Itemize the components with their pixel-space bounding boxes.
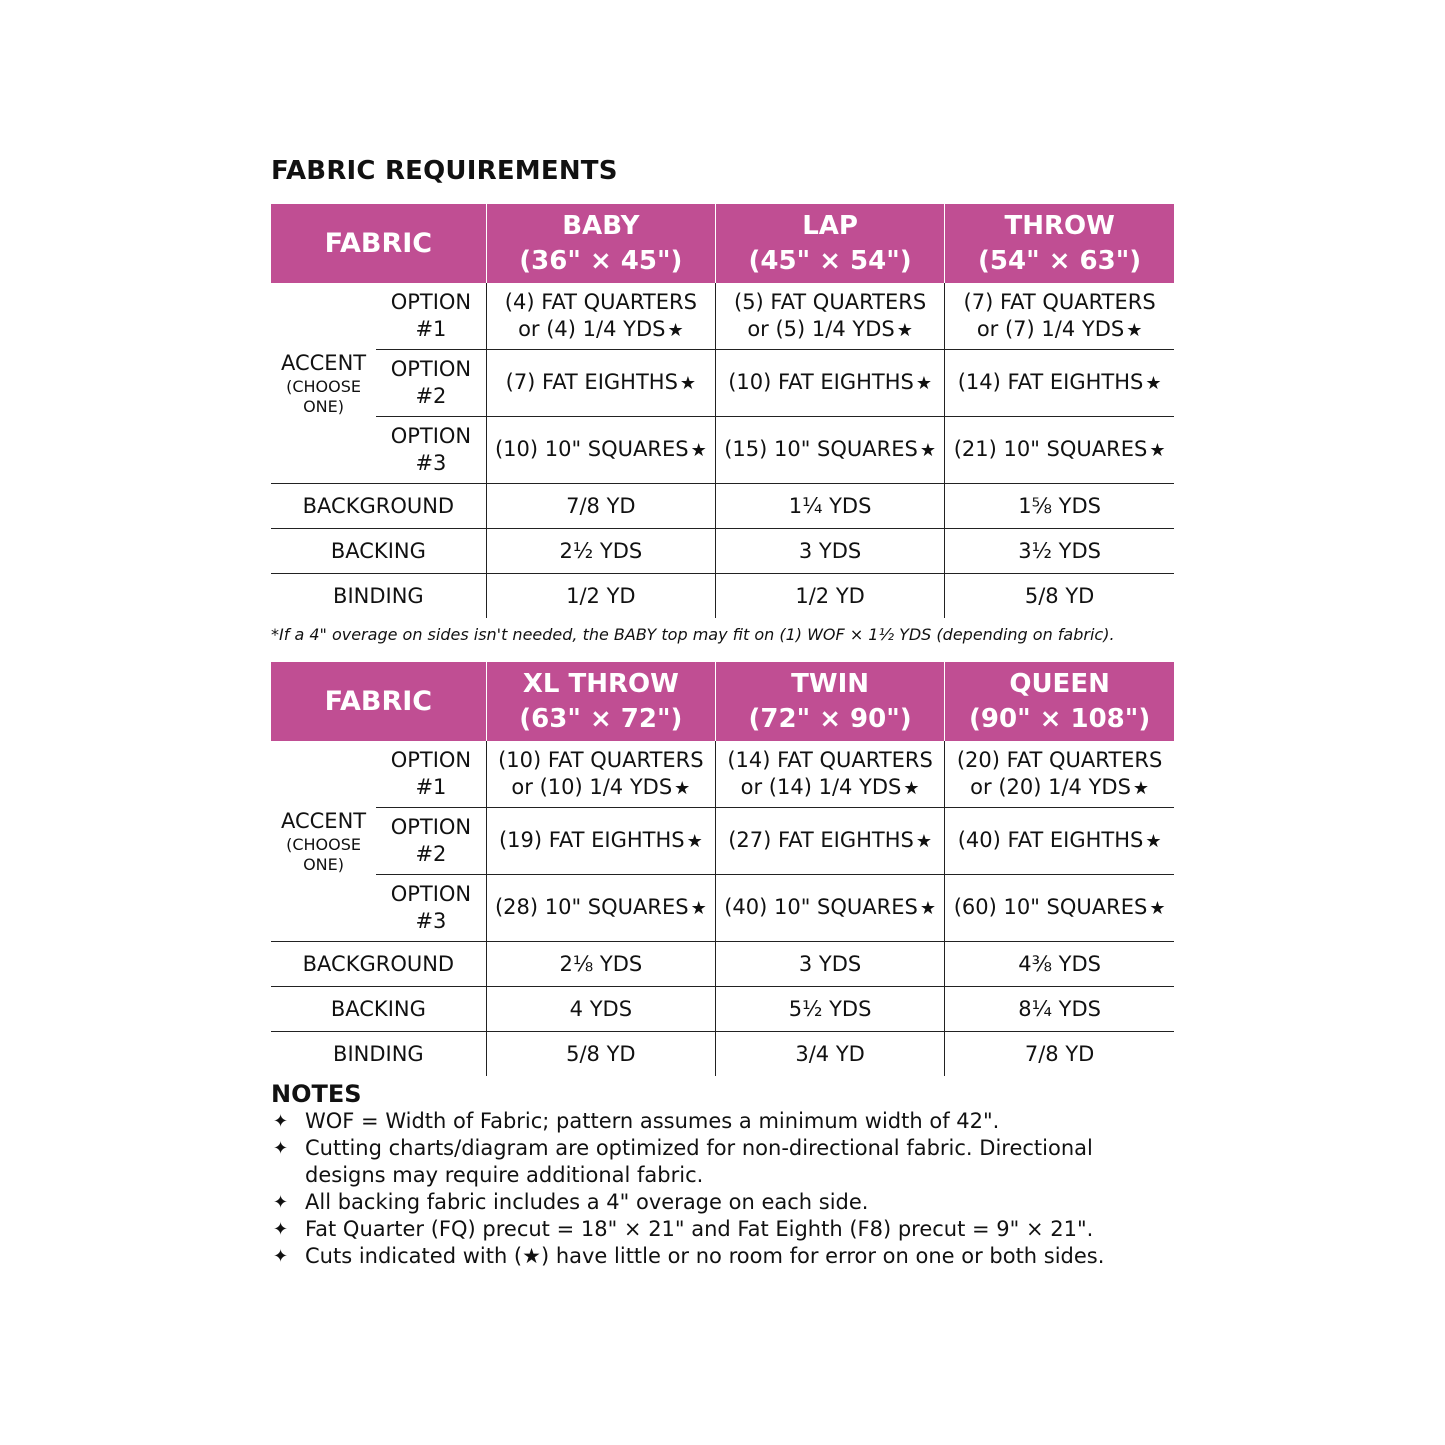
cell-line: (5) FAT QUARTERS xyxy=(734,289,927,314)
sparkle-bullet-icon: ✦ xyxy=(273,1246,289,1267)
cell-line: (7) FAT EIGHTHS xyxy=(505,370,678,394)
table-cell: 5/8 YD xyxy=(945,574,1174,619)
option-word: OPTION xyxy=(390,815,472,839)
sparkle-bullet-icon: ✦ xyxy=(273,1192,289,1213)
star-icon: ★ xyxy=(1149,440,1166,461)
accent-sublabel: (CHOOSE ONE) xyxy=(286,834,361,874)
table-cell: 1⅝ YDS xyxy=(945,484,1174,529)
star-icon: ★ xyxy=(679,373,697,394)
star-icon: ★ xyxy=(1126,319,1143,341)
star-icon: ★ xyxy=(903,777,920,799)
table-cell xyxy=(945,417,1174,484)
size-dims: (72" × 90") xyxy=(748,703,912,734)
table-cell: 5½ YDS xyxy=(715,987,944,1032)
table-cell xyxy=(486,741,715,808)
cell-line: (14) FAT QUARTERS xyxy=(727,747,933,772)
option-number: #2 xyxy=(415,384,447,408)
option-word: OPTION xyxy=(390,748,472,772)
star-icon: ★ xyxy=(915,831,932,852)
table-cell xyxy=(945,283,1174,350)
star-icon: ★ xyxy=(690,898,707,919)
star-icon: ★ xyxy=(1145,373,1162,394)
size-name: QUEEN xyxy=(1009,668,1110,699)
size-dims: (63" × 72") xyxy=(519,703,683,734)
option-number: #3 xyxy=(415,909,447,933)
table-cell xyxy=(945,875,1174,942)
sparkle-bullet-icon: ✦ xyxy=(273,1138,289,1159)
note-text: Cuts indicated with (★) have little or no room for error on one or both sides. xyxy=(305,1244,1105,1268)
option-label xyxy=(376,875,486,942)
table-row-option-3 xyxy=(271,417,1174,484)
fabric-table-1 xyxy=(271,204,1174,618)
table-cell xyxy=(715,741,944,808)
star-icon: ★ xyxy=(686,831,703,852)
size-name: TWIN xyxy=(791,668,870,699)
accent-sublabel: (CHOOSE ONE) xyxy=(286,376,361,416)
cell-line: (7) FAT QUARTERS xyxy=(963,289,1156,314)
cell-line: (21) 10" SQUARES xyxy=(953,437,1148,461)
table-row-backing xyxy=(271,987,1174,1032)
table-row-option-1 xyxy=(271,283,1174,350)
cell-line: (15) 10" SQUARES xyxy=(724,437,918,461)
sparkle-bullet-icon: ✦ xyxy=(273,1219,289,1240)
table-cell xyxy=(945,808,1174,875)
list-item xyxy=(271,1216,1171,1243)
table-row-backing xyxy=(271,529,1174,574)
table-row-background xyxy=(271,942,1174,987)
accent-label: ACCENT xyxy=(280,808,367,833)
cell-line: (40) FAT EIGHTHS xyxy=(957,828,1144,852)
notes-title: NOTES xyxy=(271,1080,362,1108)
size-header-baby xyxy=(486,204,715,283)
star-icon: ★ xyxy=(919,898,936,919)
table-cell: 4 YDS xyxy=(486,987,715,1032)
star-icon: ★ xyxy=(690,440,707,461)
table-cell: 2⅛ YDS xyxy=(486,942,715,987)
cell-line: (20) FAT QUARTERS xyxy=(956,747,1163,772)
table-cell xyxy=(486,417,715,484)
fabric-table-2 xyxy=(271,662,1174,1076)
table-cell: 3½ YDS xyxy=(945,529,1174,574)
option-number: #1 xyxy=(415,317,447,341)
option-word: OPTION xyxy=(390,290,472,314)
option-label xyxy=(376,417,486,484)
size-name: XL THROW xyxy=(522,668,679,699)
table-cell: 1/2 YD xyxy=(486,574,715,619)
table-row-binding xyxy=(271,1032,1174,1077)
table-cell: 3 YDS xyxy=(715,942,944,987)
cell-line: (14) FAT EIGHTHS xyxy=(957,370,1144,394)
cell-line: (28) 10" SQUARES xyxy=(494,895,689,919)
page-title: FABRIC REQUIREMENTS xyxy=(271,156,618,186)
table-cell: 5/8 YD xyxy=(486,1032,715,1077)
list-item xyxy=(271,1135,1171,1189)
star-icon: ★ xyxy=(667,319,684,341)
table-cell xyxy=(715,808,944,875)
size-name: THROW xyxy=(1004,210,1115,241)
cell-line: or (14) 1/4 YDS xyxy=(740,774,902,799)
table-cell: 7/8 YD xyxy=(486,484,715,529)
row-label: BINDING xyxy=(333,1041,424,1066)
notes-list xyxy=(271,1108,1171,1270)
note-text: WOF = Width of Fabric; pattern assumes a minimum width of 42". xyxy=(305,1109,1000,1133)
list-item xyxy=(271,1189,1171,1216)
size-header-throw xyxy=(945,204,1174,283)
size-header-lap xyxy=(715,204,944,283)
table-cell: 8¼ YDS xyxy=(945,987,1174,1032)
cell-line: (10) FAT QUARTERS xyxy=(498,747,704,772)
cell-line: or (20) 1/4 YDS xyxy=(970,774,1131,799)
cell-line: or (10) 1/4 YDS xyxy=(511,774,673,799)
table-cell: 7/8 YD xyxy=(945,1032,1174,1077)
sparkle-bullet-icon: ✦ xyxy=(273,1111,289,1132)
cell-line: (27) FAT EIGHTHS xyxy=(728,828,914,852)
option-word: OPTION xyxy=(390,424,472,448)
star-icon: ★ xyxy=(1149,898,1166,919)
option-number: #3 xyxy=(415,451,447,475)
note-text: Cutting charts/diagram are optimized for non-directional fabric. Directional designs may require additional fabric. xyxy=(305,1136,1093,1187)
option-number: #2 xyxy=(415,842,447,866)
table-cell xyxy=(486,875,715,942)
option-word: OPTION xyxy=(390,357,472,381)
option-label xyxy=(376,350,486,417)
fabric-column-header: FABRIC xyxy=(271,204,486,283)
note-text: All backing fabric includes a 4" overage on each side. xyxy=(305,1190,869,1214)
option-label xyxy=(376,808,486,875)
star-icon: ★ xyxy=(1145,831,1162,852)
star-icon: ★ xyxy=(1132,777,1150,799)
cell-line: (10) 10" SQUARES xyxy=(494,437,689,461)
option-word: OPTION xyxy=(390,882,472,906)
table-cell: 1¼ YDS xyxy=(715,484,944,529)
row-label: BACKGROUND xyxy=(271,942,486,987)
size-header-queen xyxy=(945,662,1174,741)
table-cell: 1/2 YD xyxy=(715,574,944,619)
table-cell xyxy=(715,283,944,350)
fabric-column-header: FABRIC xyxy=(271,662,486,741)
option-number: #1 xyxy=(415,775,447,799)
cell-line: or (5) 1/4 YDS xyxy=(747,316,895,341)
accent-label-cell xyxy=(271,283,376,484)
table-cell xyxy=(486,283,715,350)
list-item xyxy=(271,1108,1171,1135)
table-cell xyxy=(715,875,944,942)
star-icon: ★ xyxy=(915,373,932,394)
size-dims: (90" × 108") xyxy=(969,703,1151,734)
table-cell xyxy=(486,808,715,875)
cell-line: (4) FAT QUARTERS xyxy=(504,289,697,314)
table-row-option-3 xyxy=(271,875,1174,942)
table-cell xyxy=(945,350,1174,417)
option-label xyxy=(376,283,486,350)
table-header-row xyxy=(271,662,1174,741)
table-row-option-1 xyxy=(271,741,1174,808)
size-name: LAP xyxy=(802,210,858,241)
row-label: BINDING xyxy=(333,583,424,608)
list-item xyxy=(271,1243,1171,1270)
size-dims: (45" × 54") xyxy=(748,245,912,276)
accent-label-cell xyxy=(271,741,376,942)
table-row-option-2 xyxy=(271,350,1174,417)
table-cell xyxy=(486,350,715,417)
table-cell: 3/4 YD xyxy=(715,1032,944,1077)
cell-line: (40) 10" SQUARES xyxy=(724,895,918,919)
table-cell: 4⅜ YDS xyxy=(945,942,1174,987)
size-dims: (36" × 45") xyxy=(519,245,683,276)
cell-line: (10) FAT EIGHTHS xyxy=(728,370,914,394)
size-header-twin xyxy=(715,662,944,741)
table-cell: 3 YDS xyxy=(715,529,944,574)
size-name: BABY xyxy=(562,210,640,241)
accent-label: ACCENT xyxy=(280,350,367,375)
table-cell xyxy=(715,417,944,484)
star-icon: ★ xyxy=(674,777,691,799)
footnote: *If a 4" overage on sides isn't needed, the BABY top may fit on (1) WOF × 1½ YDS (depending on fabric). xyxy=(271,625,1115,644)
table-cell xyxy=(715,350,944,417)
row-label: BACKGROUND xyxy=(271,484,486,529)
size-dims: (54" × 63") xyxy=(978,245,1142,276)
option-label xyxy=(376,741,486,808)
star-icon: ★ xyxy=(919,440,936,461)
star-icon: ★ xyxy=(896,319,913,341)
row-label: BACKING xyxy=(271,529,486,574)
table-row-binding xyxy=(271,574,1174,619)
cell-line: or (4) 1/4 YDS xyxy=(518,316,666,341)
size-header-xl-throw xyxy=(486,662,715,741)
table-header-row xyxy=(271,204,1174,283)
row-label: BACKING xyxy=(271,987,486,1032)
table-cell: 2½ YDS xyxy=(486,529,715,574)
cell-line: (19) FAT EIGHTHS xyxy=(498,828,685,852)
cell-line: or (7) 1/4 YDS xyxy=(976,316,1125,341)
table-row-option-2 xyxy=(271,808,1174,875)
table-cell xyxy=(945,741,1174,808)
cell-line: (60) 10" SQUARES xyxy=(953,895,1148,919)
note-text: Fat Quarter (FQ) precut = 18" × 21" and Fat Eighth (F8) precut = 9" × 21". xyxy=(305,1217,1094,1241)
table-row-background xyxy=(271,484,1174,529)
